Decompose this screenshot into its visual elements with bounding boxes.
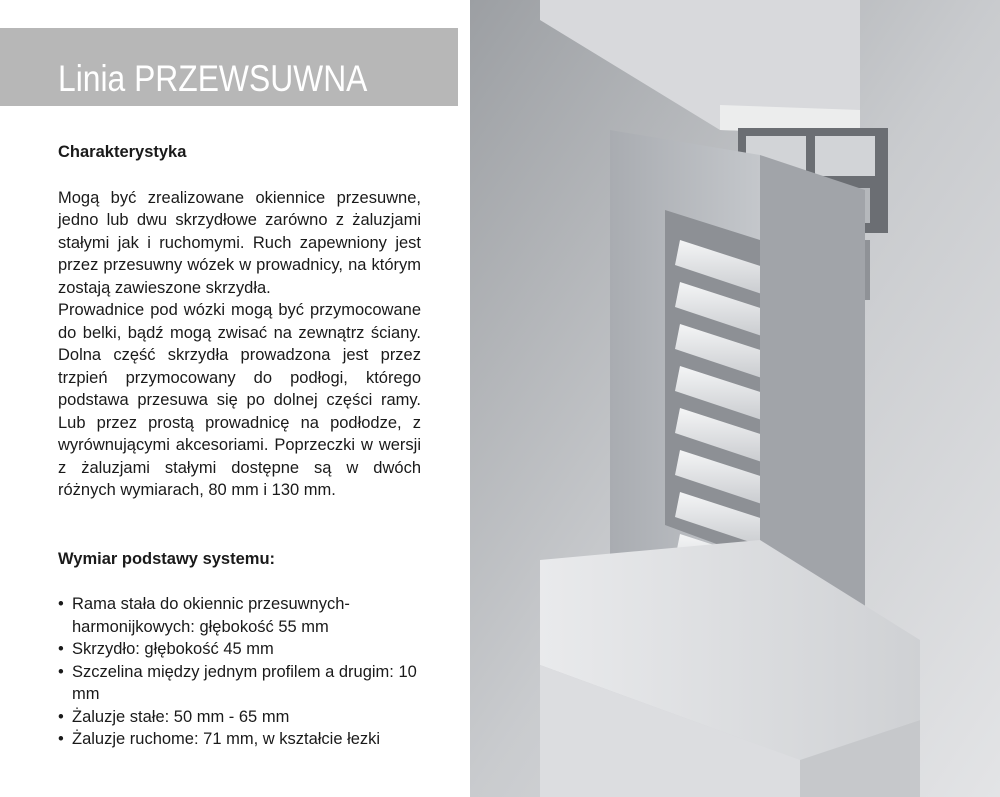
characteristics-heading: Charakterystyka	[58, 143, 187, 161]
characteristics-paragraph-2: Prowadnice pod wózki mogą być przymocowane do belki, bądź mogą zwisać na zewnątrz ściany. Dolna część skrzydła prowadzona jest przez trzpień przymocowany do podłogi, którego podstawa przesuwa się po dolnej części ramy. Lub przez prostą prowadnicę na podłodze, z wyrównującymi akcesoriami. Poprzeczki w wersji z żaluzjami stałymi dostępne są w dwóch różnych wymiarach, 80 mm i 130 mm.	[58, 301, 421, 499]
text-column	[58, 141, 421, 751]
product-photo	[470, 0, 1000, 797]
list-item: • Żaluzje stałe: 50 mm - 65 mm	[58, 707, 290, 726]
list-item: • Rama stała do okiennic przesuwnych-harmonijkowych: głębokość 55 mm	[58, 595, 350, 636]
dimensions-list	[58, 593, 421, 751]
list-item: • Skrzydło: głębokość 45 mm	[58, 640, 274, 658]
dimensions-heading: Wymiar podstawy systemu:	[58, 549, 276, 568]
shutter-profile-illustration	[470, 0, 1000, 797]
list-item: • Żaluzje ruchome: 71 mm, w kształcie łezki	[58, 730, 381, 748]
page-title: Linia PRZEWSUWNA	[58, 58, 368, 99]
list-item: • Szczelina między jednym profilem a drugim: 10 mm	[58, 662, 417, 703]
characteristics-paragraph-1: Mogą być zrealizowane okiennice przesuwne, jedno lub dwu skrzydłowe zarówno z żaluzjami stałymi jak i ruchomymi. Ruch zapewniony jest przez przesuwny wózek w prowadnicy, na którym zostają zawieszone skrzydła.	[58, 188, 421, 297]
